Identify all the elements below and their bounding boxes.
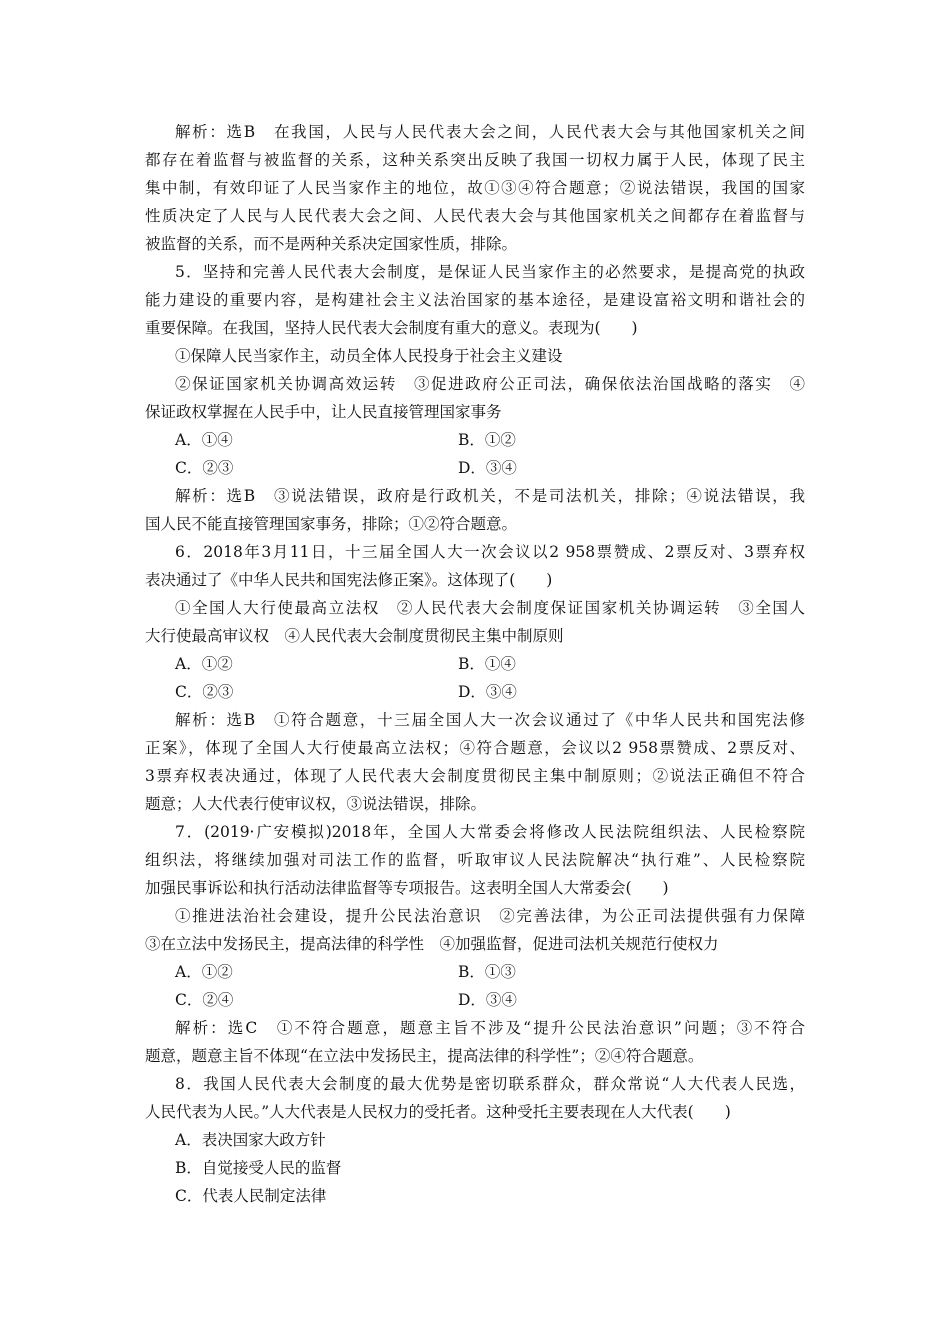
q5-analysis-line-2: 国人民不能直接管理国家事务，排除；①②符合题意。	[145, 515, 518, 533]
q7-analysis-line-1: 解析：选C ①不符合题意，题意主旨不涉及“提升公民法治意识”问题；③不符合	[175, 1019, 805, 1037]
q5-stem-line-1: 5．坚持和完善人民代表大会制度，是保证人民当家作主的必然要求，是提高党的执政	[175, 263, 805, 281]
q4-analysis-line-5: 被监督的关系，而不是两种关系决定国家性质，排除。	[145, 235, 518, 253]
q7-stem-line-2: 组织法，将继续加强对司法工作的监督，听取审议人民法院解决“执行难”、人民检察院	[145, 851, 805, 869]
q6-analysis-line-4: 题意；人大代表行使审议权，③说法错误，排除。	[145, 795, 487, 813]
q7-option-a: A．①②	[175, 963, 233, 981]
q6-analysis-line-3: 3票弃权表决通过，体现了人民代表大会制度贯彻民主集中制原则；②说法正确但不符合	[145, 767, 805, 785]
q6-option-d: D．③④	[458, 683, 517, 701]
q7-option-d: D．③④	[458, 991, 517, 1009]
q8-stem-line-2: 人民代表为人民。”人大代表是人民权力的受托者。这种受托主要表现在人大代表( )	[145, 1103, 731, 1121]
q6-option-b: B．①④	[458, 655, 516, 673]
q6-option-a: A．①②	[175, 655, 233, 673]
q5-stem-line-3: 重要保障。在我国，坚持人民代表大会制度有重大的意义。表现为( )	[145, 319, 638, 337]
q6-option-c: C．②③	[175, 683, 234, 701]
q5-option-c: C．②③	[175, 459, 234, 477]
q8-option-a: A．表决国家大政方针	[175, 1131, 326, 1149]
q4-analysis-line-3: 集中制，有效印证了人民当家作主的地位，故①③④符合题意；②说法错误，我国的国家	[145, 179, 805, 197]
q6-stem-line-1: 6．2018年3月11日，十三届全国人大一次会议以2 958票赞成、2票反对、3票弃权	[175, 543, 805, 561]
q6-analysis-line-1: 解析：选B ①符合题意，十三届全国人大一次会议通过了《中华人民共和国宪法修	[175, 711, 805, 729]
q4-analysis-line-1: 解析：选B 在我国，人民与人民代表大会之间，人民代表大会与其他国家机关之间	[175, 123, 805, 141]
q6-analysis-line-2: 正案》，体现了全国人大行使最高立法权；④符合题意，会议以2 958票赞成、2票反对、	[145, 739, 805, 757]
q5-analysis-line-1: 解析：选B ③说法错误，政府是行政机关，不是司法机关，排除；④说法错误，我	[175, 487, 805, 505]
q8-option-b: B．自觉接受人民的监督	[175, 1159, 342, 1177]
q7-item-line-1: ①推进法治社会建设，提升公民法治意识 ②完善法律，为公正司法提供强有力保障	[175, 907, 805, 925]
q5-option-a: A．①④	[175, 431, 233, 449]
q4-analysis-line-4: 性质决定了人民与人民代表大会之间、人民代表大会与其他国家机关之间都存在着监督与	[145, 207, 805, 225]
q7-analysis-line-2: 题意，题意主旨不体现“在立法中发扬民主，提高法律的科学性”；②④符合题意。	[145, 1047, 704, 1065]
q5-item-line-1: ①保障人民当家作主，动员全体人民投身于社会主义建设	[175, 347, 563, 365]
q6-item-line-2: 大行使最高审议权 ④人民代表大会制度贯彻民主集中制原则	[145, 627, 564, 645]
q5-option-b: B．①②	[458, 431, 516, 449]
q7-option-c: C．②④	[175, 991, 234, 1009]
q7-option-b: B．①③	[458, 963, 516, 981]
q7-item-line-2: ③在立法中发扬民主，提高法律的科学性 ④加强监督，促进司法机关规范行使权力	[145, 935, 719, 953]
q5-option-d: D．③④	[458, 459, 517, 477]
q5-item-line-2: ②保证国家机关协调高效运转 ③促进政府公正司法，确保依法治国战略的落实 ④	[175, 375, 805, 393]
q4-analysis-line-2: 都存在着监督与被监督的关系，这种关系突出反映了我国一切权力属于人民，体现了民主	[145, 151, 805, 169]
q5-stem-line-2: 能力建设的重要内容，是构建社会主义法治国家的基本途径，是建设富裕文明和谐社会的	[145, 291, 805, 309]
q6-item-line-1: ①全国人大行使最高立法权 ②人民代表大会制度保证国家机关协调运转 ③全国人	[175, 599, 805, 617]
q7-stem-line-3: 加强民事诉讼和执行活动法律监督等专项报告。这表明全国人大常委会( )	[145, 879, 669, 897]
q6-stem-line-2: 表决通过了《中华人民共和国宪法修正案》。这体现了( )	[145, 571, 553, 589]
q8-stem-line-1: 8．我国人民代表大会制度的最大优势是密切联系群众，群众常说“人大代表人民选，	[175, 1075, 805, 1093]
q7-stem-line-1: 7．(2019·广安模拟)2018年，全国人大常委会将修改人民法院组织法、人民检察院	[175, 823, 805, 841]
q5-item-line-3: 保证政权掌握在人民手中，让人民直接管理国家事务	[145, 403, 502, 421]
q8-option-c: C．代表人民制定法律	[175, 1187, 327, 1205]
